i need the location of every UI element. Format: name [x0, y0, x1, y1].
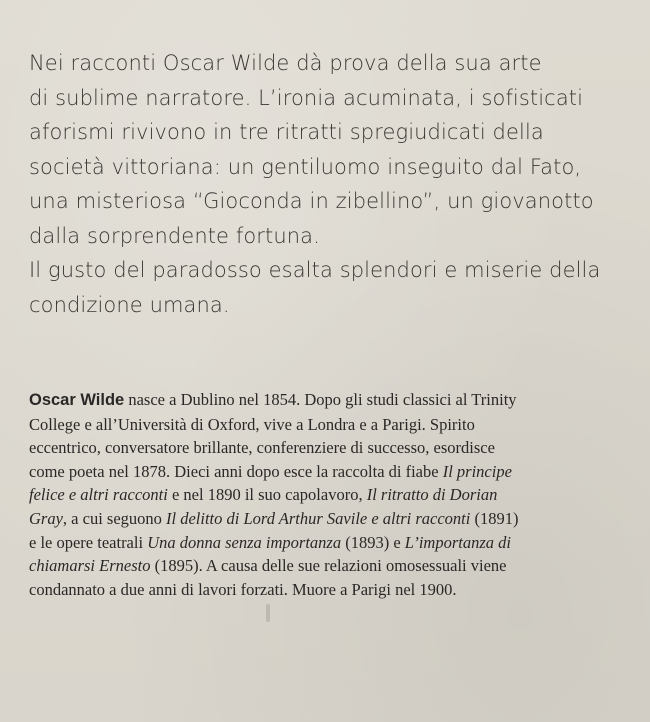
book-title: Gray: [29, 508, 63, 528]
author-biography: [29, 388, 629, 601]
blurb-line: di sublime narratore. L’ironia acuminata, i sofisticati: [29, 85, 584, 110]
bio-text: e nel 1890 il suo capolavoro,: [167, 485, 367, 505]
book-title: chiamarsi Ernesto: [29, 556, 151, 576]
blurb-line: Nei racconti Oscar Wilde dà prova della sua arte: [29, 51, 542, 75]
blurb-line: Il gusto del paradosso esalta splendori e miserie della: [29, 258, 601, 282]
author-name: Oscar Wilde: [29, 391, 125, 409]
book-title: Una donna senza importanza: [147, 532, 342, 552]
book-title: Il ritratto di Dorian: [366, 485, 498, 505]
bio-line: [29, 483, 629, 507]
bio-text: (1895). A causa delle sue relazioni omosessuali viene: [150, 556, 507, 576]
blurb-line: società vittoriana: un gentiluomo inseguito dal Fato,: [29, 154, 582, 179]
bio-line: eccentrico, conversatore brillante, conferenziere di successo, esordisce: [29, 438, 495, 458]
blurb-line: aforismi rivivono in tre ritratti spregiudicati della: [29, 120, 544, 144]
blurb-line: una misteriosa “Gioconda in zibellino”, un giovanotto: [29, 189, 594, 213]
bio-text: , a cui seguono: [62, 508, 167, 528]
book-title: L’importanza di: [404, 532, 511, 552]
bio-text: e le opere teatrali: [29, 532, 148, 552]
bio-line: [29, 554, 629, 578]
paper-mark: [266, 604, 270, 622]
bio-line: [29, 460, 629, 484]
book-title: Il delitto di Lord Arthur Savile e altri racconti: [166, 508, 471, 528]
blurb-text: [29, 46, 629, 322]
blurb-line: dalla sorprendente fortuna.: [29, 223, 320, 248]
bio-line: [29, 531, 629, 555]
blurb-line: condizione umana.: [29, 292, 230, 317]
bio-line: College e all’Università di Oxford, vive a Londra e a Parigi. Spirito: [29, 414, 475, 434]
bio-text: (1893) e: [341, 532, 405, 552]
book-title: felice e altri racconti: [29, 485, 168, 505]
bio-line: [29, 388, 629, 413]
bio-line: condannato a due anni di lavori forzati. Muore a Parigi nel 1900.: [29, 579, 457, 599]
bio-line: [29, 507, 629, 531]
bio-text: come poeta nel 1878. Dieci anni dopo esce la raccolta di fiabe: [29, 461, 443, 481]
bio-text: (1891): [470, 508, 519, 528]
bio-text: nasce a Dublino nel 1854. Dopo gli studi classici al Trinity: [124, 390, 517, 409]
book-title: Il principe: [442, 461, 512, 481]
